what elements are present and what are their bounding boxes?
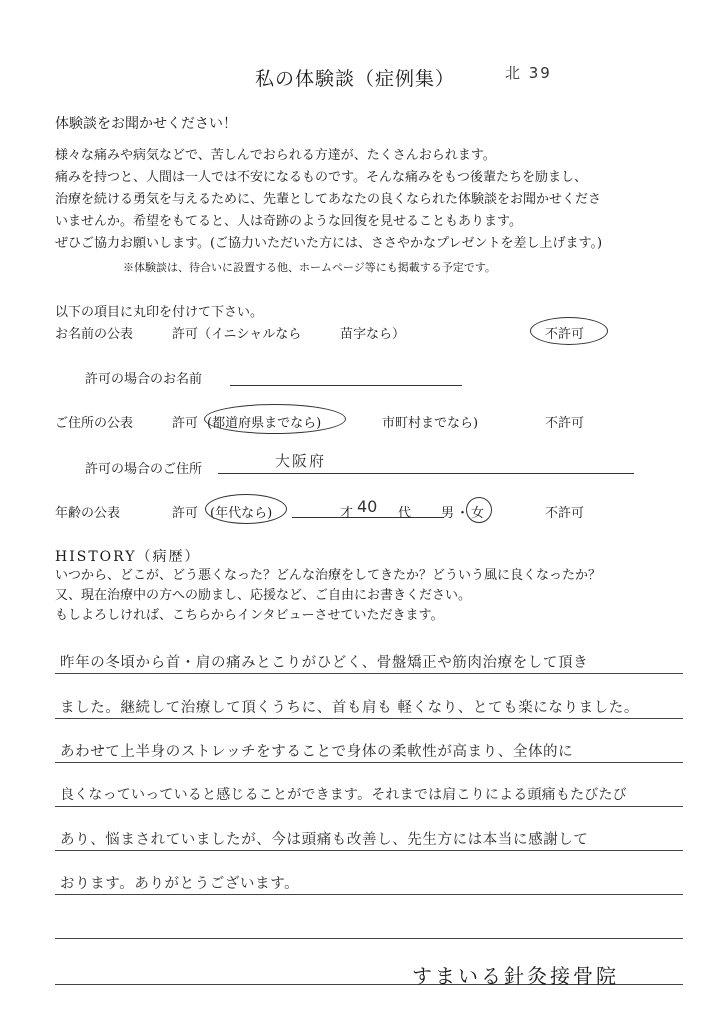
gender-female-option[interactable]: 女 <box>471 506 485 521</box>
instruction-text: 以下の項目に丸印を付けて下さい。 <box>55 305 264 320</box>
gender-female-circle-mark <box>466 497 492 523</box>
address-permit-label: 許可 <box>172 416 199 431</box>
address-city-option[interactable]: 市町村までなら) <box>382 416 479 431</box>
address-prefecture-option[interactable]: (都道府県までなら) <box>207 416 322 431</box>
name-permit-initials-option[interactable]: 許可（イニシャルなら <box>172 327 302 342</box>
publication-note: ※体験談は、待合いに設置する他、ホームページ等にも掲載する予定です。 <box>123 261 496 274</box>
intro-text <box>55 145 602 255</box>
history-written-line: 昨年の冬頃から首・肩の痛みとこりがひどく、骨盤矯正や筋肉治療をして頂き <box>60 655 589 671</box>
age-suffix-label: 才 <box>340 506 354 521</box>
age-decade-circle-mark <box>205 494 287 524</box>
writing-line <box>55 894 683 895</box>
address-prefecture-circle-mark <box>204 404 346 434</box>
address-field-underline <box>218 473 634 474</box>
address-publication-label: ご住所の公表 <box>55 416 134 431</box>
intro-line: 様々な痛みや病気などで、苦しんでおられる方達が、たくさんおられます。 <box>55 148 496 163</box>
name-field-underline <box>230 385 462 386</box>
name-if-permitted-label: 許可の場合のお名前 <box>85 372 203 387</box>
writing-line <box>55 718 683 719</box>
history-written-line: おります。ありがとうございます。 <box>60 876 300 892</box>
history-written-line: ました。継続して治療して頂くうちに、首も肩も 軽くなり、とても楽になりました。 <box>60 700 640 716</box>
history-prompt-line: 又、現在治療中の方への励まし、応援など、ご自由にお書きください。 <box>55 588 472 603</box>
history-heading: HISTORY（病歴） <box>55 549 201 565</box>
writing-line <box>55 938 683 939</box>
decade-label: 代 <box>398 506 412 521</box>
page-title: 私の体験談（症例集） <box>255 68 456 90</box>
age-publication-label: 年齢の公表 <box>55 506 121 521</box>
age-value-field[interactable]: 40 <box>357 497 378 516</box>
intro-line: ぜひご協力お願いします。(ご協力いただいた方には、ささやかなプレゼントを差し上げます。) <box>55 236 603 251</box>
record-number: 北 39 <box>505 64 552 82</box>
history-prompt-line: もしよろしければ、こちらからインタビューさせていただきます。 <box>55 608 444 623</box>
age-deny-option[interactable]: 不許可 <box>545 506 585 521</box>
writing-line <box>55 762 683 763</box>
clinic-name: すまいる針灸接骨院 <box>412 964 619 988</box>
name-permit-surname-option[interactable]: 苗字なら） <box>340 327 406 342</box>
history-written-line: あり、悩まされていましたが、今は頭痛も改善し、先生方には本当に感謝して <box>60 832 589 848</box>
intro-line: 治療を続ける勇気を与えるために、先輩としてあなたの良くなられた体験談をお聞かせくださ <box>55 192 602 207</box>
history-prompt-line: いつから、どこが、どう悪くなった？どんな治療をしてきたか？どういう風に良くなったか？ <box>55 568 602 583</box>
address-deny-option[interactable]: 不許可 <box>545 416 585 431</box>
address-field[interactable]: 大阪府 <box>275 452 327 470</box>
intro-line: 痛みを持つと、人間は一人では不安になるものです。そんな痛みをもつ後輩たちを励まし、 <box>55 170 587 185</box>
gender-separator: ・ <box>456 506 470 521</box>
history-written-line: あわせて上半身のストレッチをすることで身体の柔軟性が高まり、全体的に <box>60 744 574 760</box>
history-prompt <box>55 566 601 626</box>
name-deny-option[interactable]: 不許可 <box>545 327 585 342</box>
age-decade-option[interactable]: (年代なら) <box>210 506 273 521</box>
age-permit-label: 許可 <box>172 506 199 521</box>
history-written-line: 良くなっていっていると感じることができます。それまでは肩こりによる頭痛もたびたび <box>60 787 627 803</box>
name-publication-label: お名前の公表 <box>55 327 134 342</box>
name-deny-circle-mark <box>530 317 608 345</box>
writing-line <box>55 806 683 807</box>
address-if-permitted-label: 許可の場合のご住所 <box>85 462 203 477</box>
age-field-underline <box>292 517 444 518</box>
gender-male-option[interactable]: 男 <box>441 506 455 521</box>
writing-line <box>55 850 683 851</box>
writing-line <box>55 673 683 674</box>
form-heading: 体験談をお聞かせください！ <box>55 116 237 132</box>
intro-line: いませんか。希望をもてると、人は奇跡のような回復を見せることもあります。 <box>55 214 522 229</box>
